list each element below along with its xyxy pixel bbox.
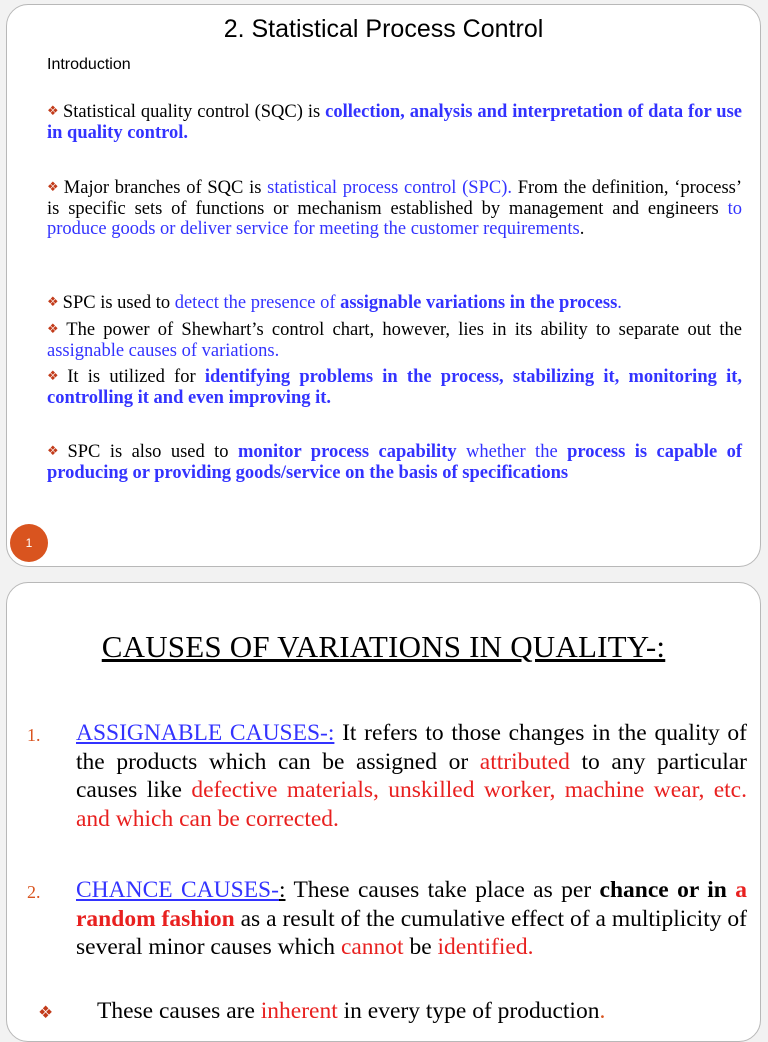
paragraph-sqc-definition: ❖ Statistical quality control (SQC) is collection, analysis and interpretation of data for use in quality control. [47, 102, 742, 143]
diamond-bullet-icon: ❖ [47, 368, 64, 383]
slide-title: 2. Statistical Process Control [223, 15, 544, 43]
list-item-inherent: ❖ These causes are inherent in every type of production. [22, 997, 747, 1026]
diamond-bullet-icon: ❖ [47, 103, 59, 118]
list-item-assignable: 1. ASSIGNABLE CAUSES-: It refers to those changes in the quality of the products which can be assigned or attributed to any particular causes like defective materials, unskilled worker, machine wear, etc. and which can be corrected. [27, 720, 747, 832]
page-number-badge: 1 [10, 524, 48, 562]
diamond-bullet-icon: ❖ [47, 294, 59, 309]
slide-title: CAUSES OF VARIATIONS IN QUALITY-: [101, 629, 666, 664]
assignable-causes-heading: ASSIGNABLE CAUSES-: [76, 720, 335, 746]
paragraph-capability: ❖ SPC is also used to monitor process capability whether the process is capable of producing or providing goods/service on the basis of specifications [47, 442, 743, 483]
paragraph-utilized: ❖ It is utilized for identifying problems in the process, stabilizing it, monitoring it, controlling it and even improving it. [47, 367, 742, 408]
paragraph-shewhart: ❖ The power of Shewhart’s control chart, however, lies in its ability to separate out the assignable causes of variations. [47, 320, 743, 361]
slide-1 [6, 4, 761, 567]
paragraph-spc-branch: ❖ Major branches of SQC is statistical process control (SPC). From the definition, ‘process’ is specific sets of functions or mechanism established by management and engineers to produce goods or deliver service for meeting the customer requirements. [47, 178, 743, 239]
diamond-bullet-icon: ❖ [47, 179, 60, 194]
diamond-bullet-icon: ❖ [38, 1003, 54, 1022]
diamond-bullet-icon: ❖ [47, 321, 63, 336]
paragraph-spc-detect: ❖ SPC is used to detect the presence of assignable variations in the process. [47, 293, 622, 313]
list-number: 2. [27, 882, 41, 902]
slide-2 [6, 582, 761, 1042]
chance-causes-heading: CHANCE CAUSES- [76, 877, 279, 903]
diamond-bullet-icon: ❖ [47, 443, 64, 458]
list-item-chance: 2. CHANCE CAUSES-: These causes take place as per chance or in a random fashion as a result of the cumulative effect of a multiplicity of several minor causes which cannot be identified. [27, 877, 747, 960]
list-number: 1. [27, 725, 41, 745]
slide-subtitle: Introduction [47, 56, 131, 73]
